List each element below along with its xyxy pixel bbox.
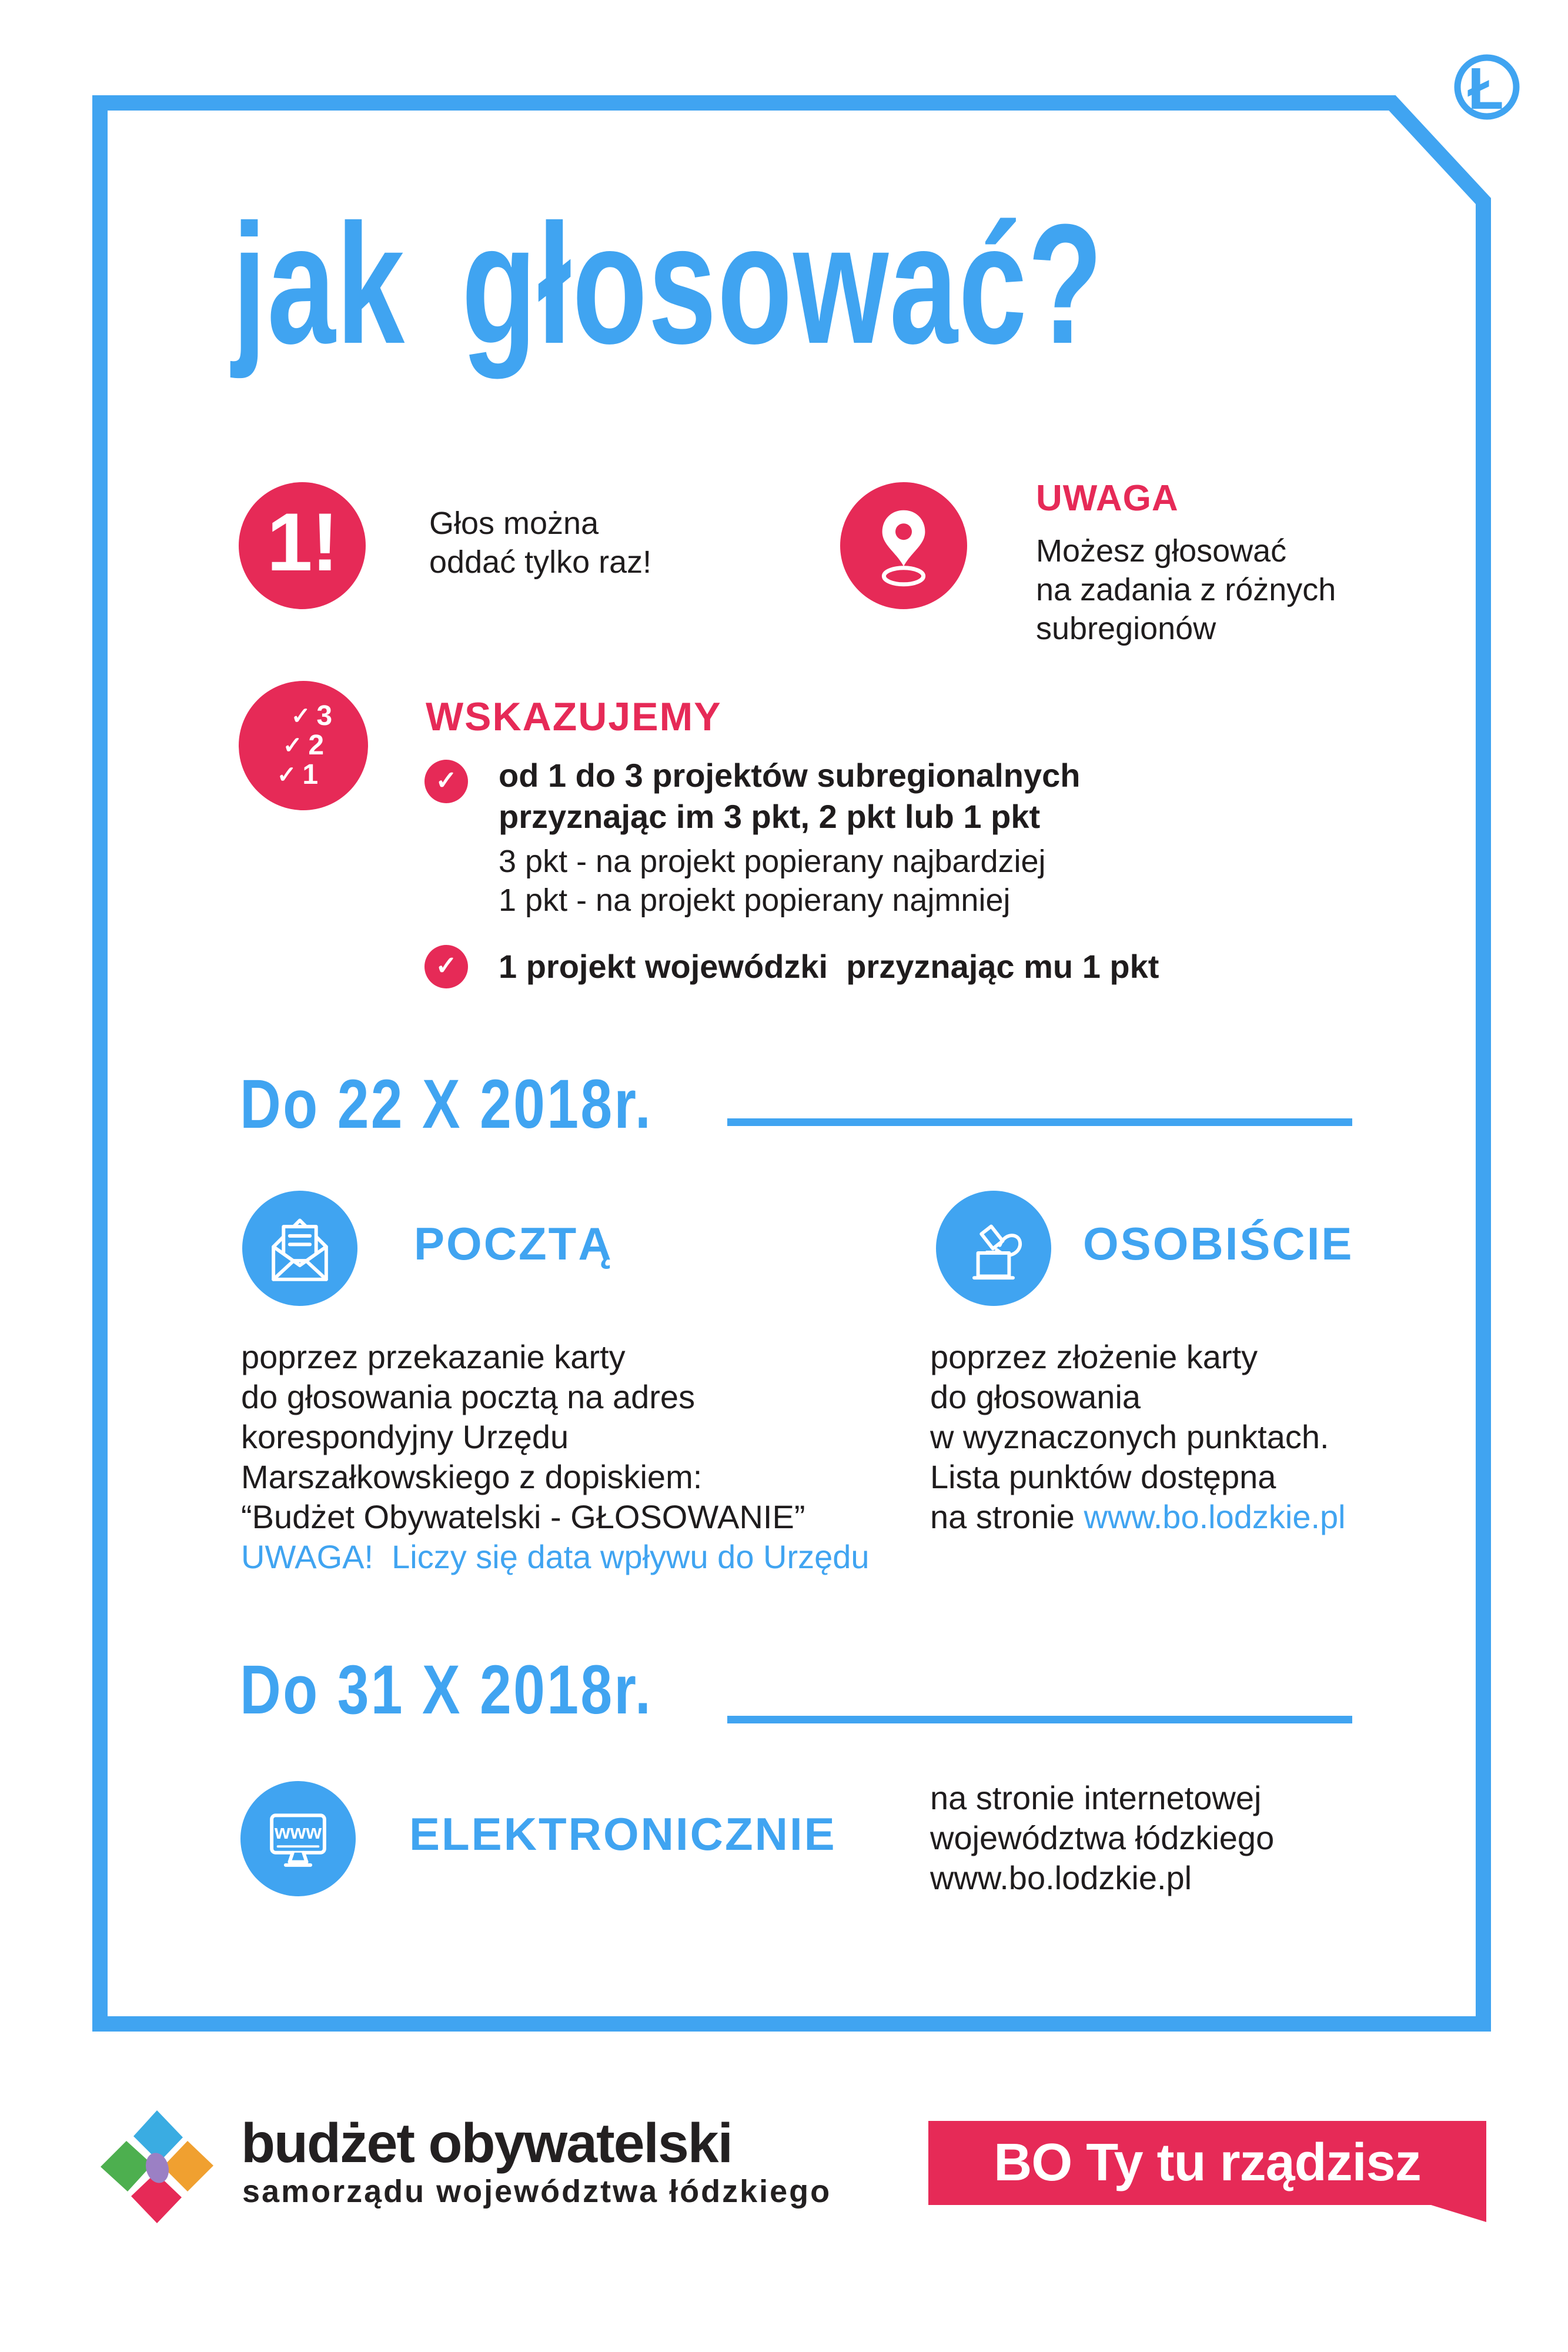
checklist-row	[283, 731, 324, 760]
www-label: www	[274, 1821, 322, 1843]
check-icon: ✓	[282, 733, 303, 759]
check-icon: ✓	[290, 703, 311, 729]
check-bullet-icon	[424, 945, 468, 988]
one-exclamation-label: 1!	[266, 496, 338, 588]
vote-once-text	[429, 504, 651, 582]
checklist-number: 3	[316, 700, 333, 731]
text-line: do głosowania	[930, 1378, 1141, 1415]
elektronicznie-text	[930, 1778, 1274, 1898]
envelope-glyph	[261, 1210, 339, 1287]
elektronicznie-heading: ELEKTRONICZNIE	[409, 1808, 837, 1860]
text-line: Marszałkowskiego z dopiskiem:	[241, 1458, 703, 1495]
text-line: Lista punktów dostępna	[930, 1458, 1276, 1495]
vote-once-icon	[239, 482, 366, 609]
banner-tail	[1431, 2205, 1486, 2223]
text-line: 1 pkt - na projekt popierany najmniej	[499, 883, 1011, 918]
text-line: w wyznaczonych punktach.	[930, 1418, 1329, 1455]
uwaga-text	[1036, 532, 1336, 648]
deadline-online-heading: Do 31 X 2018r.	[240, 1651, 653, 1729]
osobiscie-text	[930, 1337, 1346, 1537]
link-prefix: na stronie	[930, 1498, 1084, 1535]
poczta-heading: POCZTĄ	[414, 1218, 613, 1269]
wskazujemy-heading: WSKAZUJEMY	[426, 694, 722, 739]
text-line: “Budżet Obywatelski - GŁOSOWANIE”	[241, 1498, 805, 1535]
text-line: przyznając im 3 pkt, 2 pkt lub 1 pkt	[499, 798, 1041, 835]
envelope-icon	[242, 1191, 357, 1306]
bo-lodzkie-link[interactable]: www.bo.lodzkie.pl	[1084, 1498, 1346, 1535]
text-line: do głosowania pocztą na adres	[241, 1378, 696, 1415]
text-line: na stronie internetowej	[930, 1779, 1262, 1816]
banner-slogan: BO Ty tu rządzisz	[994, 2133, 1421, 2192]
monitor-glyph	[259, 1800, 337, 1877]
text-line: 3 pkt - na projekt popierany najbardziej	[499, 844, 1046, 879]
check-icon: ✓	[435, 951, 457, 980]
osobiscie-heading: OSOBIŚCIE	[1083, 1218, 1354, 1269]
text-line: Głos można	[429, 506, 599, 541]
deadline-post-heading: Do 22 X 2018r.	[240, 1065, 653, 1143]
lodzkie-badge-letter: Ł	[1467, 56, 1504, 122]
checklist-row	[291, 701, 332, 731]
location-pin-icon	[840, 482, 967, 609]
text-line: oddać tylko raz!	[429, 544, 652, 580]
check-icon: ✓	[435, 766, 457, 795]
bullet-subregional-text	[499, 755, 1080, 837]
points-note-text	[499, 842, 1046, 920]
divider-line	[727, 1716, 1352, 1723]
pin-glyph	[862, 499, 945, 593]
bo-banner	[928, 2121, 1486, 2205]
text-line: na zadania z różnych	[1036, 572, 1336, 607]
frame-outline	[100, 103, 1483, 2024]
poczta-warning-line: UWAGA! Liczy się data wpływu do Urzędu	[241, 1538, 870, 1575]
logo-subtitle: samorządu województwa łódzkiego	[242, 2174, 832, 2209]
text-line: subregionów	[1036, 611, 1216, 646]
www-monitor-icon	[240, 1781, 356, 1896]
check-icon: ✓	[276, 762, 297, 788]
uwaga-heading: UWAGA	[1036, 478, 1179, 519]
checklist-row	[277, 760, 318, 790]
bullet-voivodeship-text: 1 projekt wojewódzki przyznając mu 1 pkt	[499, 948, 1159, 985]
divider-line	[727, 1118, 1352, 1126]
logo-title: budżet obywatelski	[241, 2112, 733, 2174]
checklist-number: 1	[302, 759, 319, 790]
checklist-number: 2	[308, 730, 325, 761]
text-line: województwa łódzkiego	[930, 1819, 1275, 1856]
text-line	[930, 1497, 1346, 1537]
text-line: Możesz głosować	[1036, 533, 1287, 569]
ballot-glyph	[955, 1210, 1032, 1287]
text-line: poprzez przekazanie karty	[241, 1338, 626, 1375]
bo-lodzkie-link[interactable]: www.bo.lodzkie.pl	[930, 1859, 1192, 1896]
budzet-obywatelski-logo-icon	[98, 2108, 216, 2226]
check-bullet-icon	[424, 760, 468, 803]
ballot-box-icon	[936, 1191, 1051, 1306]
text-line: od 1 do 3 projektów subregionalnych	[499, 757, 1081, 794]
page-title: jak głosować?	[232, 189, 1104, 379]
text-line: korespondyjny Urzędu	[241, 1418, 569, 1455]
text-line: poprzez złożenie karty	[930, 1338, 1258, 1375]
poczta-text	[241, 1337, 870, 1577]
checklist-321-icon	[239, 681, 368, 810]
